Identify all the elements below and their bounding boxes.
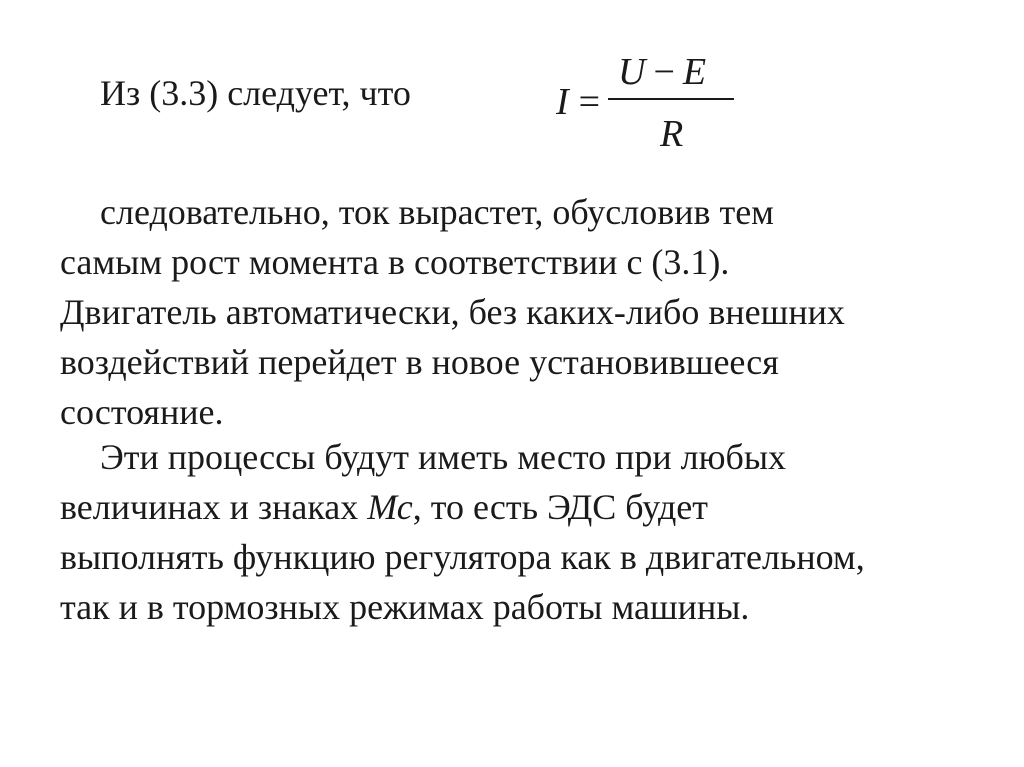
intro-text: Из (3.3) следует, что [100, 73, 411, 113]
paragraph2-line [60, 482, 960, 532]
formula-lhs [556, 80, 600, 124]
paragraph1-line: самым рост момента в соответствии с (3.1). [60, 242, 730, 282]
formula-minus-sign: − [653, 51, 675, 93]
torque-symbol: Мс [367, 487, 413, 527]
formula-variable-e: E [682, 51, 707, 93]
formula-fraction-bar [608, 98, 734, 100]
paragraph1-line: воздействий перейдет в новое установившееся [60, 342, 779, 382]
paragraph1-line: состояние. [60, 392, 224, 432]
paragraph-processes [60, 432, 960, 632]
formula-equals-sign: = [578, 81, 601, 123]
current-formula [548, 50, 748, 160]
paragraph2-text: , то есть ЭДС будет [412, 487, 709, 527]
paragraph2-line: так и в тормозных режимах работы машины. [60, 587, 750, 627]
formula-denominator: R [660, 113, 684, 155]
formula-numerator [618, 50, 706, 94]
paragraph2-text: величинах и знаках [60, 487, 368, 527]
paragraph2-line: Эти процессы будут иметь место при любых [100, 437, 787, 477]
paragraph-consequence [60, 187, 960, 437]
formula-variable-i: I [556, 81, 569, 123]
paragraph1-line: следовательно, ток вырастет, обусловив тем [100, 192, 774, 232]
paragraph2-line: выполнять функцию регулятора как в двигательном, [60, 537, 865, 577]
formula-variable-u: U [618, 51, 646, 93]
paragraph1-line: Двигатель автоматически, без каких-либо внешних [60, 292, 845, 332]
